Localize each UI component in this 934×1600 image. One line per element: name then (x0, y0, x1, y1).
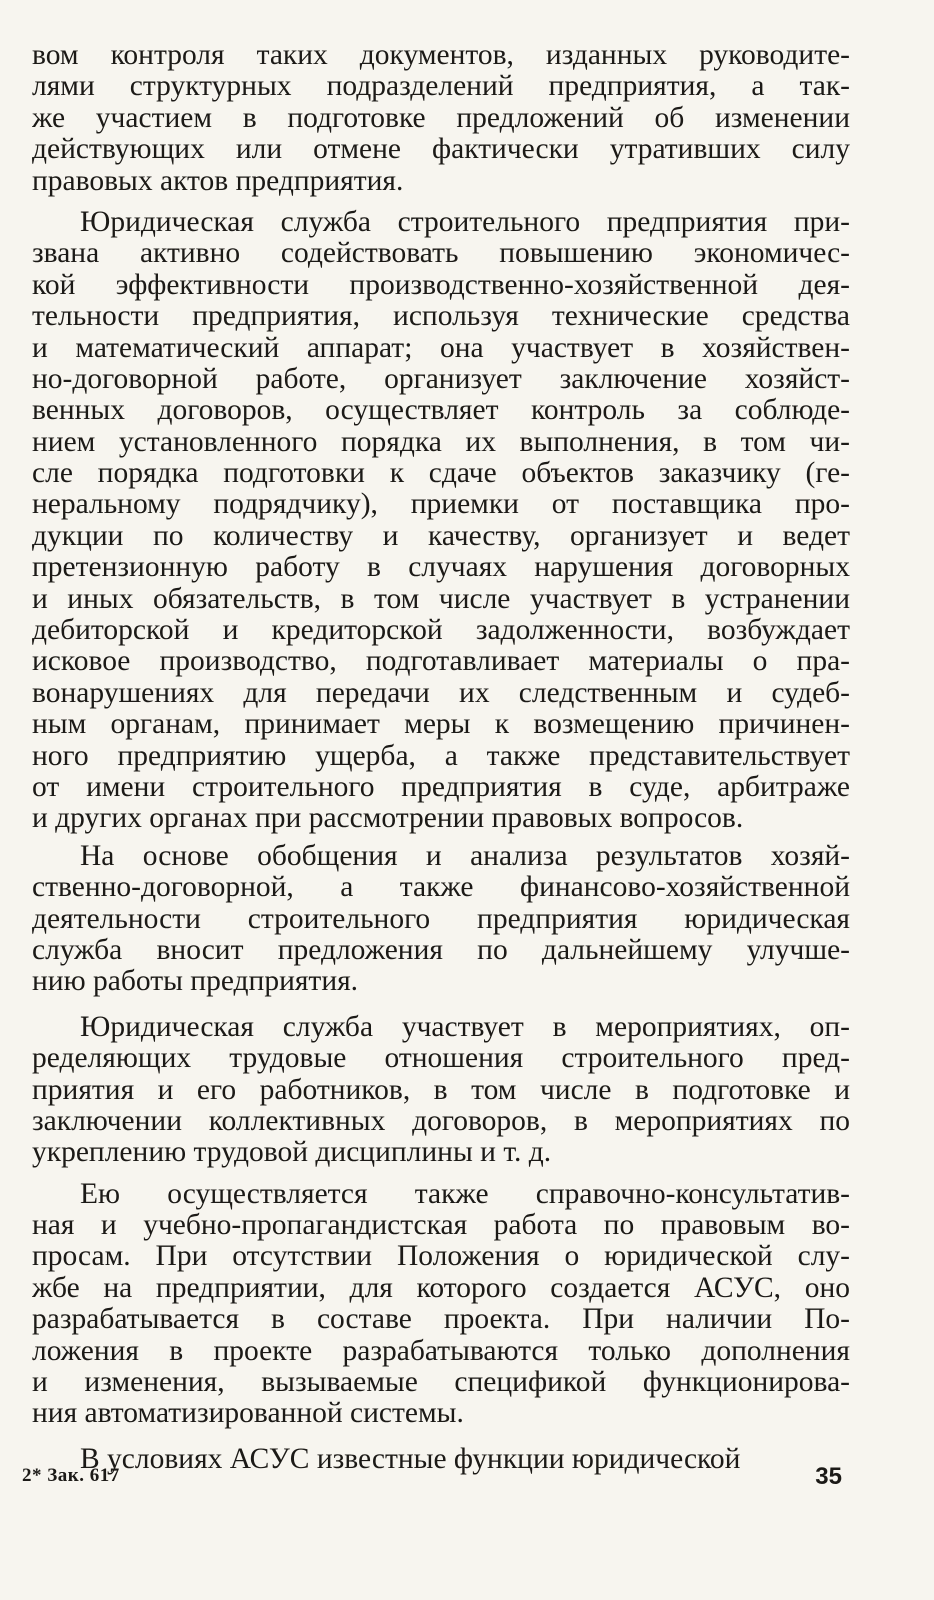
text-line: ного предприятию ущерба, а также представительствует (32, 740, 850, 772)
text-line: и математический аппарат; она участвует в хозяйствен- (32, 332, 850, 364)
text-line: На основе обобщения и анализа результатов хозяй- (80, 840, 850, 872)
text-line: кой эффективности производственно-хозяйственной дея- (32, 269, 850, 301)
text-line: лями структурных подразделений предприятия, а так- (32, 71, 850, 103)
text-line: правовых актов предприятия. (32, 165, 404, 197)
text-line: Юридическая служба строительного предприятия при- (80, 206, 850, 238)
text-line: дукции по количеству и качеству, организует и ведет (32, 520, 850, 552)
text-line: укреплению трудовой дисциплины и т. д. (32, 1137, 552, 1169)
text-line: действующих или отмене фактически утративших силу (32, 134, 850, 166)
text-line: ределяющих трудовые отношения строительного пред- (32, 1043, 850, 1075)
text-line: от имени строительного предприятия в суде, арбитраже (32, 771, 850, 803)
text-line: тельности предприятия, используя технические средства (32, 301, 850, 333)
text-line: и иных обязательств, в том числе участвует в устранении (32, 583, 850, 615)
page-number: 35 (815, 1463, 842, 1490)
text-line: разрабатывается в составе проекта. При наличии По- (32, 1304, 850, 1336)
text-line: и других органах при рассмотрении правовых вопросов. (32, 803, 744, 835)
text-line: дебиторской и кредиторской задолженности, возбуждает (32, 615, 850, 647)
text-line: Юридическая служба участвует в мероприятиях, оп- (80, 1011, 850, 1043)
text-line: ственно-договорной, а также финансово-хозяйственной (32, 872, 850, 904)
paragraph-4 (32, 1012, 850, 1169)
text-line: деятельности строительного предприятия юридическая (32, 903, 850, 935)
text-line: служба вносит предложения по дальнейшему улучше- (32, 934, 850, 966)
text-line: жбе на предприятии, для которого создается АСУС, оно (32, 1272, 850, 1304)
text-line: но-договорной работе, организует заключение хозяйст- (32, 363, 850, 395)
text-line: нием установленного порядка их выполнения, в том чи- (32, 426, 850, 458)
text-line: ная и учебно-пропагандистская работа по правовым во- (32, 1210, 850, 1242)
text-line: и изменения, вызываемые спецификой функционирова- (32, 1367, 850, 1399)
page-body (32, 40, 850, 1475)
page-footer (22, 1465, 844, 1495)
text-line: приятия и его работников, в том числе в подготовке и (32, 1074, 850, 1106)
text-line: ным органам, принимает меры к возмещению причинен- (32, 709, 850, 741)
text-line: ложения в проекте разрабатываются только дополнения (32, 1335, 850, 1367)
text-line: венных договоров, осуществляет контроль за соблюде- (32, 395, 850, 427)
text-line: претензионную работу в случаях нарушения договорных (32, 552, 850, 584)
text-line: вом контроля таких документов, изданных руководите- (32, 40, 850, 71)
text-line: просам. При отсутствии Положения о юридической слу- (32, 1241, 850, 1273)
paragraph-2 (32, 207, 850, 835)
text-line: нию работы предприятия. (32, 966, 359, 998)
paragraph-3 (32, 841, 850, 998)
signature-mark: 2* Зак. 617 (22, 1465, 120, 1486)
text-line: заключении коллективных договоров, в мероприятиях по (32, 1105, 850, 1137)
text-line: сле порядка подготовки к сдаче объектов заказчику (ге- (32, 458, 850, 490)
paragraph-1 (32, 40, 850, 197)
text-line: же участием в подготовке предложений об изменении (32, 102, 850, 134)
text-line: В условиях АСУС известные функции юридической (80, 1443, 741, 1475)
text-line: вонарушениях для передачи их следственным и судеб- (32, 677, 850, 709)
text-line: Ею осуществляется также справочно-консультатив- (80, 1178, 850, 1210)
text-line: исковое производство, подготавливает материалы о пра- (32, 646, 850, 678)
paragraph-5 (32, 1179, 850, 1430)
text-line: звана активно содействовать повышению экономичес- (32, 238, 850, 270)
text-line: ния автоматизированной системы. (32, 1398, 464, 1430)
text-line: неральному подрядчику), приемки от поставщика про- (32, 489, 850, 521)
